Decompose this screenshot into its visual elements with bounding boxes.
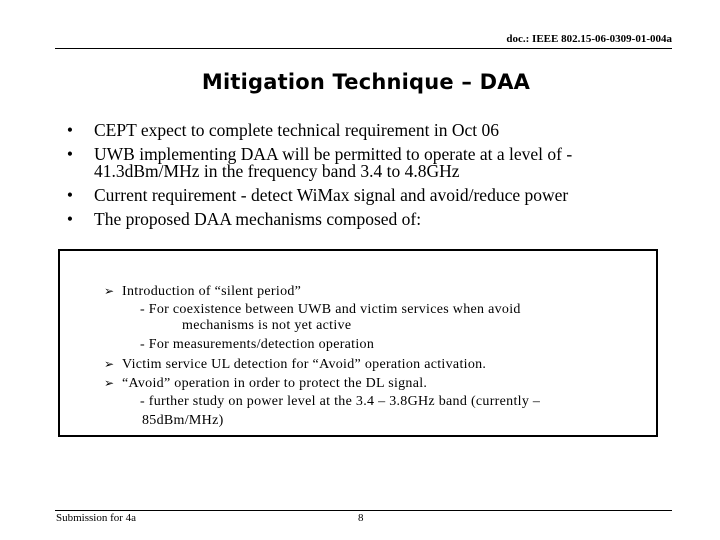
- bullet-text: Current requirement - detect WiMax signal and avoid/reduce power: [94, 185, 569, 205]
- box-subitem: - For measurements/detection operation: [140, 337, 375, 352]
- bullet-marker: •: [66, 120, 74, 140]
- box-item: [104, 283, 301, 300]
- footer-submission: Submission for 4a: [56, 512, 137, 524]
- list-item: [60, 122, 700, 139]
- bullet-marker: •: [66, 209, 74, 229]
- box-subitem: - For coexistence between UWB and victim services when avoid: [140, 302, 521, 317]
- bullet-marker: •: [66, 144, 74, 164]
- box-item: [104, 356, 486, 373]
- box-item-text: “Avoid” operation in order to protect the DL signal.: [122, 376, 428, 391]
- doc-id: doc.: IEEE 802.15-06-0309-01-004a: [506, 33, 672, 45]
- header-rule: [55, 48, 672, 49]
- bullet-text: CEPT expect to complete technical requirement in Oct 06: [94, 120, 499, 140]
- arrow-bullet-icon: ➢: [104, 284, 115, 298]
- footer-rule: [55, 510, 672, 511]
- arrow-bullet-icon: ➢: [104, 357, 115, 371]
- box-subitem-continued: mechanisms is not yet active: [182, 318, 352, 333]
- box-item: [104, 375, 427, 392]
- bullet-text: The proposed DAA mechanisms composed of:: [94, 209, 422, 229]
- list-item: [60, 187, 700, 204]
- bullet-text-continued: 41.3dBm/MHz in the frequency band 3.4 to 4.8GHz: [94, 161, 460, 181]
- bullet-marker: •: [66, 185, 74, 205]
- arrow-bullet-icon: ➢: [104, 376, 115, 390]
- box-subitem-continued: 85dBm/MHz): [142, 413, 224, 428]
- bullet-list: [60, 122, 700, 235]
- box-subitem: - further study on power level at the 3.4 – 3.8GHz band (currently –: [140, 394, 541, 409]
- list-item: [60, 146, 700, 180]
- box-item-text: Victim service UL detection for “Avoid” operation activation.: [122, 357, 487, 372]
- box-item-text: Introduction of “silent period”: [122, 284, 302, 299]
- bullet-text: UWB implementing DAA will be permitted to operate at a level of -: [94, 144, 573, 164]
- slide-title: Mitigation Technique – DAA: [201, 70, 531, 94]
- page-number: 8: [358, 512, 364, 524]
- list-item: [60, 211, 700, 228]
